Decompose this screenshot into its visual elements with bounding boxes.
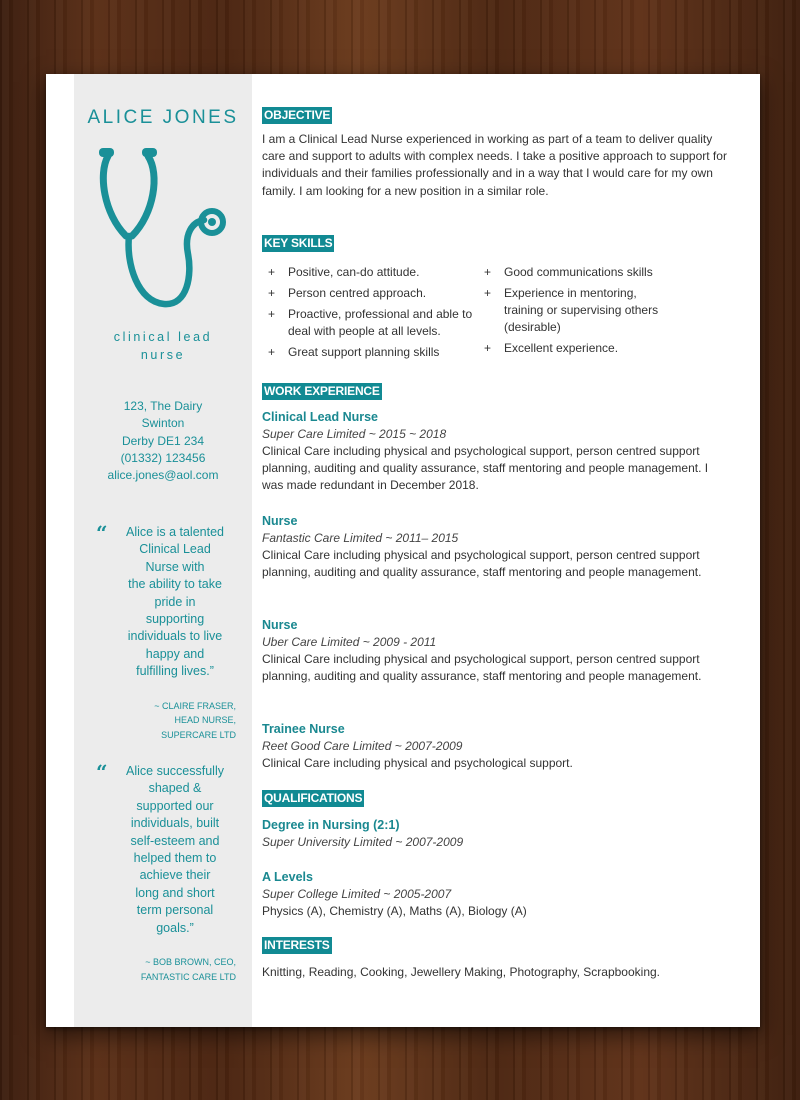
address-line-2: Swinton <box>141 416 185 431</box>
testimonial-line: the ability to take <box>128 577 222 592</box>
job-company: Super Care Limited ~ 2015 ~ 2018 <box>262 427 447 441</box>
testimonial-line: shaped & <box>148 781 202 796</box>
plus-icon: + <box>268 265 276 279</box>
qualification-details: Physics (A), Chemistry (A), Maths (A), Biology (A) <box>262 904 527 918</box>
testimonial-line: supporting <box>145 612 205 627</box>
skill-text: Great support planning skills <box>288 345 440 359</box>
testimonial-line: Nurse with <box>145 559 205 574</box>
testimonial-line: pride in <box>154 594 196 609</box>
skill-text: Excellent experience. <box>504 341 619 355</box>
contact-details <box>74 398 252 484</box>
author-line: SUPERCARE LTD <box>161 730 236 741</box>
qualification-title: A Levels <box>262 870 313 884</box>
job-title: Trainee Nurse <box>262 722 345 736</box>
testimonial-line: individuals, built <box>130 816 220 831</box>
testimonial-2-text <box>96 763 236 937</box>
job-company: Fantastic Care Limited ~ 2011– 2015 <box>262 531 459 545</box>
list-item <box>478 264 678 281</box>
address-line-1: 123, The Dairy <box>123 399 203 413</box>
job-title: Clinical Lead Nurse <box>262 410 379 424</box>
testimonial-line: Alice successfully <box>126 764 224 778</box>
testimonial-line: supported our <box>136 798 214 813</box>
job-role <box>74 328 252 364</box>
testimonial-line: long and short <box>135 885 215 900</box>
job-description: Clinical Care including physical and psychological support, person centred support planning, auditing and quality assurance, staff mentoring and people management. <box>262 548 702 580</box>
plus-icon: + <box>484 265 492 279</box>
interests-text: Knitting, Reading, Cooking, Jewellery Making, Photography, Scrapbooking. <box>262 965 661 979</box>
job-entry <box>262 409 732 495</box>
list-item <box>478 340 678 357</box>
list-item <box>262 344 478 361</box>
key-skills-heading: KEY SKILLS <box>264 236 333 250</box>
qualification-title: Degree in Nursing (2:1) <box>262 818 400 832</box>
testimonial-line: helped them to <box>133 851 217 866</box>
job-title: Nurse <box>262 514 298 528</box>
objective-text: I am a Clinical Lead Nurse experienced in working as part of a team to deliver quality care and support to adults with complex needs. I take a positive approach to support for individuals and their families professionally and in a way that I would care for my own family. I am looking for a new position in a similar role. <box>262 132 727 198</box>
author-line: ~ BOB BROWN, CEO, <box>145 957 236 968</box>
role-line-2: nurse <box>140 348 186 362</box>
plus-icon: + <box>268 307 276 321</box>
job-company: Reet Good Care Limited ~ 2007-2009 <box>262 739 463 753</box>
author-line: HEAD NURSE, <box>174 715 236 726</box>
qualification-entry <box>262 869 732 920</box>
testimonial-line: fulfilling lives.” <box>136 664 214 679</box>
job-description: Clinical Care including physical and psychological support. <box>262 756 573 770</box>
plus-icon: + <box>268 286 276 300</box>
interests-heading: INTERESTS <box>264 938 330 952</box>
list-item <box>262 285 478 302</box>
testimonial-line: goals.” <box>156 920 194 935</box>
job-entry <box>262 721 732 772</box>
qualification-institution: Super University Limited ~ 2007-2009 <box>262 835 464 849</box>
job-entry <box>262 513 732 581</box>
address-line-3: Derby DE1 234 <box>121 433 205 448</box>
skills-column-left <box>262 264 478 361</box>
quote-icon: “ <box>96 760 108 784</box>
sidebar <box>74 74 252 1027</box>
author-line: FANTASTIC CARE LTD <box>140 971 236 982</box>
objective-heading: OBJECTIVE <box>264 108 331 122</box>
skill-text: Experience in mentoring, training or supervising others (desirable) <box>504 286 659 334</box>
testimonial-2 <box>96 760 236 985</box>
testimonial-line: happy and <box>145 646 205 661</box>
testimonial-line: Clinical Lead <box>139 542 211 557</box>
resume-page <box>46 74 760 1027</box>
skill-text: Good communications skills <box>504 265 653 279</box>
qualification-institution: Super College Limited ~ 2005-2007 <box>262 887 452 901</box>
qualification-entry <box>262 817 732 851</box>
skill-text: Person centred approach. <box>288 286 427 300</box>
testimonial-line: individuals to live <box>127 629 223 644</box>
plus-icon: + <box>484 286 492 300</box>
list-item <box>262 264 478 281</box>
testimonial-1-author <box>96 699 236 743</box>
testimonial-line: self-esteem and <box>130 833 220 848</box>
email-address[interactable]: alice.jones@aol.com <box>107 468 219 483</box>
testimonial-1-text <box>96 524 236 681</box>
testimonial-1 <box>96 521 236 743</box>
skills-column-right <box>478 264 678 357</box>
role-line-1: clinical lead <box>113 330 213 344</box>
testimonial-line: achieve their <box>139 868 211 883</box>
work-experience-heading: WORK EXPERIENCE <box>264 384 380 398</box>
skill-text: Positive, can-do attitude. <box>288 265 420 279</box>
candidate-name: ALICE JONES <box>87 107 239 128</box>
plus-icon: + <box>484 341 492 355</box>
job-title: Nurse <box>262 618 298 632</box>
phone-number: (01332) 123456 <box>120 450 206 465</box>
plus-icon: + <box>268 345 276 359</box>
testimonial-2-author <box>96 955 236 985</box>
job-company: Uber Care Limited ~ 2009 - 2011 <box>262 635 437 649</box>
skill-text: Proactive, professional and able to deal with people at all levels. <box>288 307 473 338</box>
job-description: Clinical Care including physical and psychological support, person centred support planning, auditing and quality assurance, staff mentoring and people management. <box>262 652 702 684</box>
testimonial-line: term personal <box>136 903 214 918</box>
list-item <box>262 306 478 340</box>
quote-icon: “ <box>96 521 108 545</box>
job-description: Clinical Care including physical and psychological support, person centred support planning, auditing and quality assurance, staff mentoring and people management. I was made redundant in December 2018. <box>262 444 709 493</box>
qualifications-heading: QUALIFICATIONS <box>264 791 363 805</box>
list-item <box>478 285 678 336</box>
job-entry <box>262 617 732 685</box>
stethoscope-icon <box>96 144 231 314</box>
author-line: ~ CLAIRE FRASER, <box>154 700 236 711</box>
testimonial-line: Alice is a talented <box>126 525 224 539</box>
